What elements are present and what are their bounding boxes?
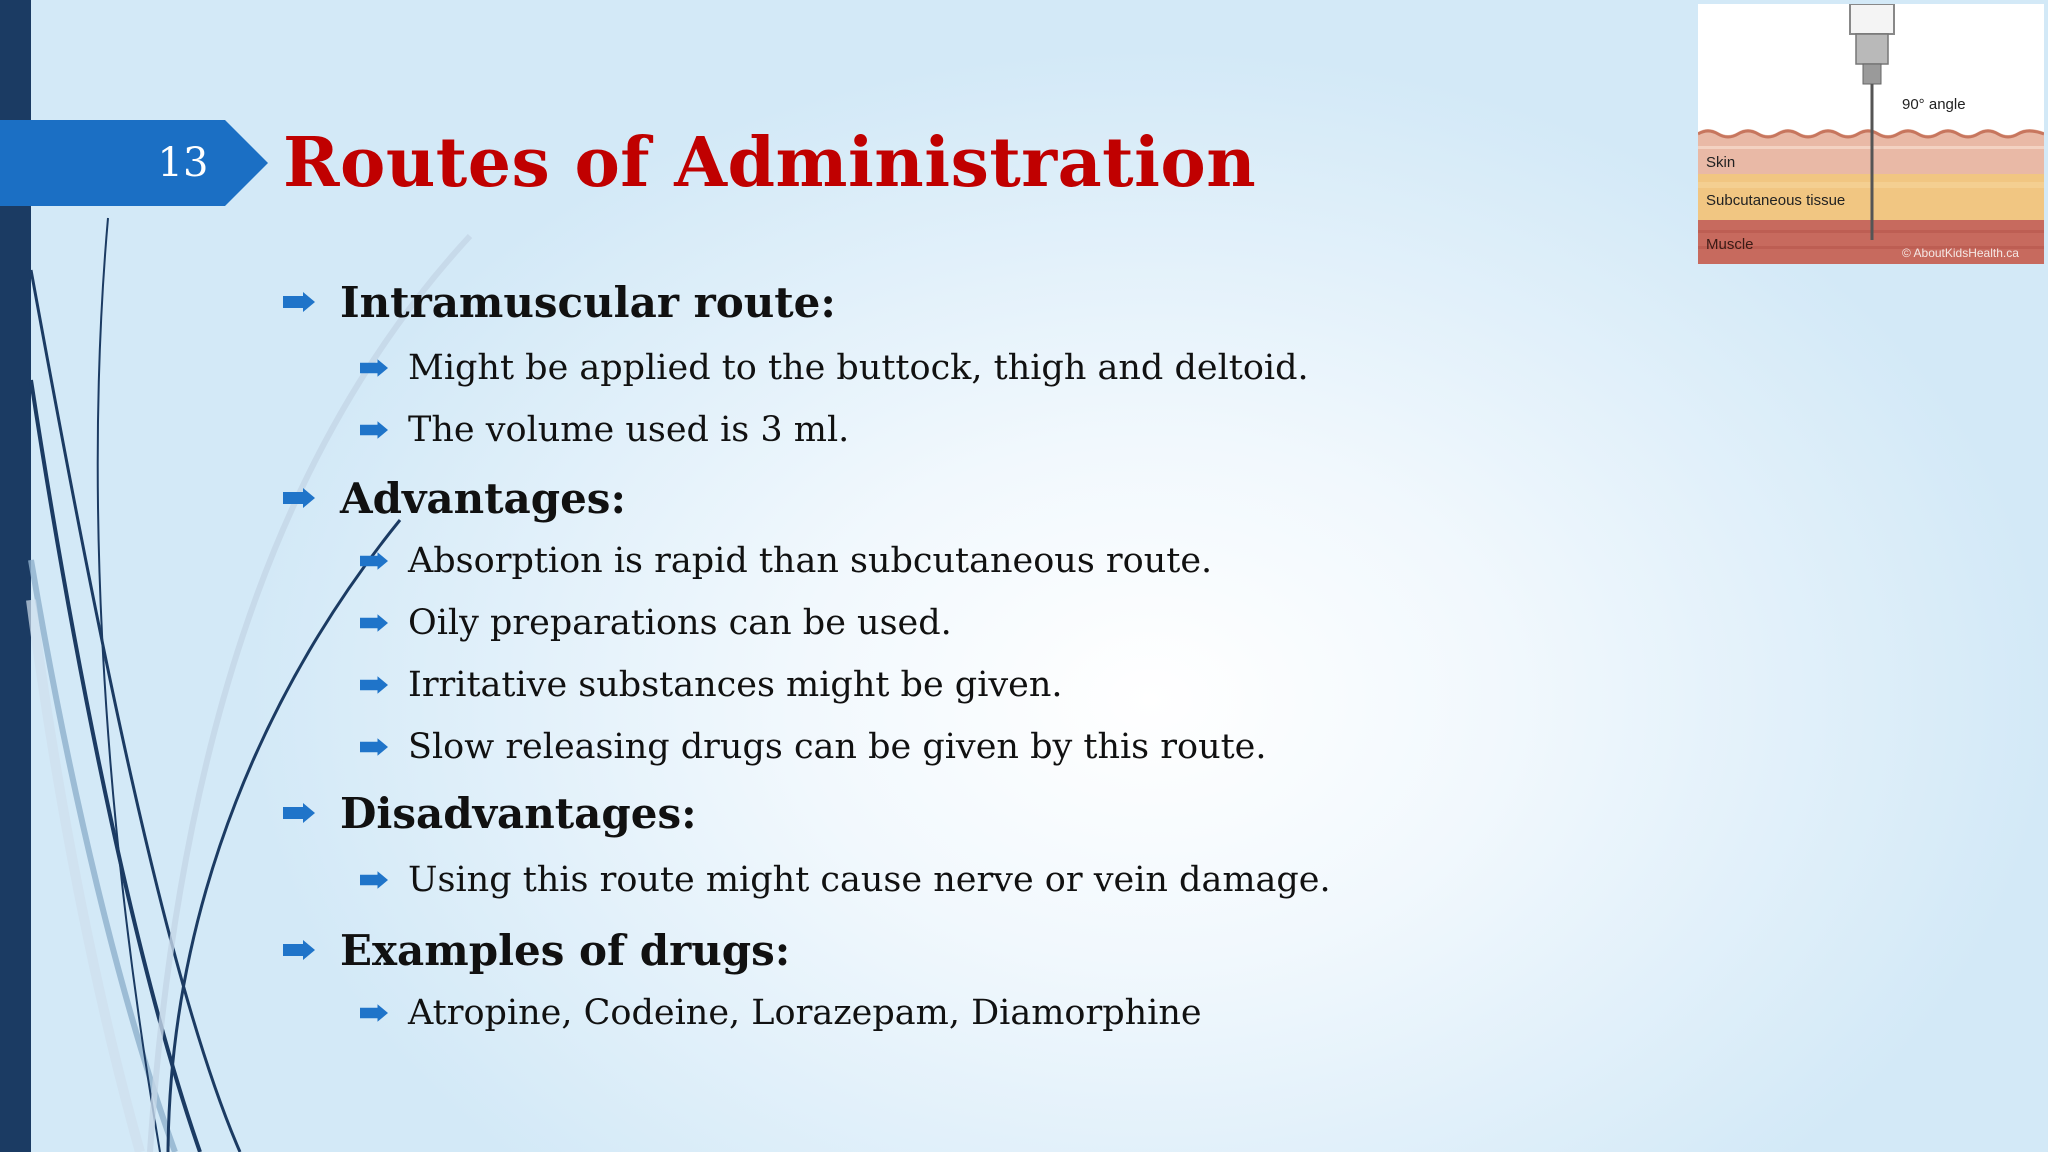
skin-label: Skin	[1706, 154, 1736, 171]
slide-number: 13	[157, 140, 209, 186]
section-heading-text: Disadvantages:	[340, 788, 697, 838]
slide-number-badge	[0, 120, 270, 206]
section-heading-item	[283, 925, 790, 975]
image-credit: © AboutKidsHealth.ca	[1902, 246, 2019, 260]
list-item-text: Slow releasing drugs can be given by this route.	[408, 727, 1267, 767]
muscle-label: Muscle	[1706, 236, 1754, 253]
list-item-text: Using this route might cause nerve or vein damage.	[408, 860, 1331, 900]
list-item	[360, 856, 1331, 904]
arrow-bullet-icon	[360, 359, 388, 377]
list-item-text: Might be applied to the buttock, thigh and deltoid.	[408, 348, 1309, 388]
section-heading-text: Intramuscular route:	[340, 277, 836, 327]
list-item	[360, 344, 1309, 392]
section-heading-text: Advantages:	[340, 473, 626, 523]
section-heading-item	[283, 473, 626, 523]
arrow-bullet-icon	[360, 421, 388, 439]
section-heading-item	[283, 277, 836, 327]
arrow-bullet-icon	[360, 738, 388, 756]
arrow-bullet-icon	[283, 488, 315, 508]
arrow-bullet-icon	[283, 292, 315, 312]
arrow-bullet-icon	[360, 1004, 388, 1022]
list-item	[360, 537, 1212, 585]
list-item-text: Oily preparations can be used.	[408, 603, 952, 643]
list-item	[360, 661, 1063, 709]
section-heading-text: Examples of drugs:	[340, 925, 791, 975]
arrow-bullet-icon	[360, 676, 388, 694]
list-item-text: Irritative substances might be given.	[408, 665, 1063, 705]
section-heading-item	[283, 788, 697, 838]
list-item-text: The volume used is 3 ml.	[408, 410, 850, 450]
arrow-bullet-icon	[360, 614, 388, 632]
list-item	[360, 599, 952, 647]
angle-label: 90° angle	[1902, 96, 1966, 113]
slide-title: Routes of Administration	[283, 123, 1257, 203]
list-item-text: Absorption is rapid than subcutaneous route.	[408, 541, 1213, 581]
arrow-bullet-icon	[360, 552, 388, 570]
list-item	[360, 989, 1202, 1037]
list-item	[360, 406, 849, 454]
list-item	[360, 723, 1267, 771]
arrow-bullet-icon	[283, 803, 315, 823]
subcutaneous-label: Subcutaneous tissue	[1706, 192, 1846, 209]
list-item-text: Atropine, Codeine, Lorazepam, Diamorphine	[408, 993, 1202, 1033]
arrow-bullet-icon	[283, 940, 315, 960]
arrow-bullet-icon	[360, 871, 388, 889]
injection-illustration	[1698, 4, 2044, 264]
